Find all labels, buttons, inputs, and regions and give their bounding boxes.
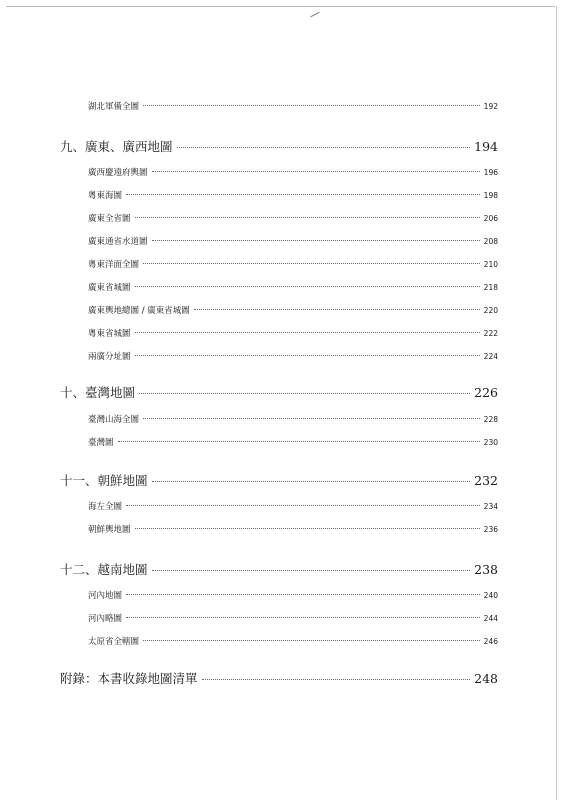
toc-entry-page: 192	[483, 102, 498, 111]
toc-entry-page: 208	[483, 237, 498, 246]
toc-entry-page: 206	[483, 214, 498, 223]
section-title: 十、臺灣地圖	[60, 385, 136, 400]
toc-entry[interactable]	[88, 189, 498, 201]
dot-leader	[135, 528, 480, 529]
toc-section-heading[interactable]	[60, 560, 498, 578]
section-title: 十二、越南地圖	[60, 562, 148, 577]
toc-entry[interactable]	[88, 612, 498, 624]
dot-leader	[126, 505, 480, 506]
toc-section-heading[interactable]	[60, 137, 498, 155]
dot-leader	[139, 393, 470, 394]
toc-entry-title: 臺灣山海全圖	[88, 415, 140, 425]
dot-leader	[143, 418, 480, 419]
dot-leader	[135, 286, 480, 287]
toc-entry-page: 220	[483, 306, 498, 315]
toc-section-heading[interactable]	[60, 383, 498, 401]
section-page: 226	[474, 385, 498, 400]
toc-entry[interactable]	[88, 589, 498, 601]
dot-leader	[126, 617, 480, 618]
toc-entry[interactable]	[88, 212, 498, 224]
dot-leader	[135, 332, 480, 333]
dot-leader	[152, 481, 471, 482]
toc-entry-title: 廣東通省水道圖	[88, 237, 148, 247]
toc-entry-page: 224	[483, 352, 498, 361]
toc-entry[interactable]	[88, 304, 498, 316]
toc-entry[interactable]	[88, 235, 498, 247]
toc-entry-title: 廣東省城圖	[88, 283, 131, 293]
dot-leader	[152, 171, 480, 172]
toc-entry-page: 244	[483, 614, 498, 623]
toc-entry[interactable]	[88, 258, 498, 270]
toc-entry-title: 河內地圖	[88, 591, 123, 601]
dot-leader	[152, 240, 480, 241]
section-title: 九、廣東、廣西地圖	[60, 139, 173, 154]
toc-entry[interactable]	[88, 350, 498, 362]
dot-leader	[152, 570, 471, 571]
dot-leader	[126, 194, 480, 195]
appendix-title: 附錄：本書收錄地圖清單	[60, 671, 198, 686]
toc-entry-title: 廣西慶遠府輿圖	[88, 168, 148, 178]
dot-leader	[177, 147, 471, 148]
toc-entry-title: 海左全圖	[88, 502, 123, 512]
toc-entry[interactable]	[88, 635, 498, 647]
dot-leader	[194, 309, 480, 310]
toc-entry-page: 210	[483, 260, 498, 269]
toc-entry-title: 朝鮮輿地圖	[88, 525, 131, 535]
toc-entry-page: 218	[483, 283, 498, 292]
toc-entry-page: 222	[483, 329, 498, 338]
toc-entry-title: 廣東全省圖	[88, 214, 131, 224]
toc-entry-title: 太原省全轄圖	[88, 637, 140, 647]
section-page: 194	[474, 139, 498, 154]
appendix-page: 248	[474, 671, 498, 686]
toc-appendix-heading[interactable]	[60, 669, 498, 687]
dot-leader	[135, 355, 480, 356]
toc-entry-page: 246	[483, 637, 498, 646]
toc-entry-title: 粵東省城圖	[88, 329, 131, 339]
toc-entry[interactable]	[88, 327, 498, 339]
dot-leader	[118, 441, 480, 442]
toc-section-heading[interactable]	[60, 471, 498, 489]
toc-entry-title: 河內略圖	[88, 614, 123, 624]
section-title: 十一、朝鮮地圖	[60, 473, 148, 488]
section-page: 238	[474, 562, 498, 577]
toc-entry-title: 粵東洋面全圖	[88, 260, 140, 270]
section-page: 232	[474, 473, 498, 488]
toc-entry[interactable]	[88, 281, 498, 293]
toc-entry[interactable]	[88, 166, 498, 178]
toc-entry-page: 240	[483, 591, 498, 600]
toc-entry-page: 230	[483, 438, 498, 447]
dot-leader	[135, 217, 480, 218]
toc-entry-page: 228	[483, 415, 498, 424]
dot-leader	[126, 594, 480, 595]
dot-leader	[143, 640, 480, 641]
toc-entry-page: 196	[483, 168, 498, 177]
toc-entry-title: 兩廣分址圖	[88, 352, 131, 362]
dot-leader	[143, 263, 480, 264]
toc-entry-page: 234	[483, 502, 498, 511]
toc-entry-title: 廣東輿地總圖 / 廣東省城圖	[88, 306, 190, 316]
toc-entry[interactable]	[88, 500, 498, 512]
toc-entry-page: 198	[483, 191, 498, 200]
toc-entry[interactable]	[88, 413, 498, 425]
dot-leader	[143, 105, 480, 106]
toc-entry[interactable]	[88, 436, 498, 448]
toc-entry-title: 湖北軍備全圖	[88, 102, 140, 112]
toc-entry[interactable]	[88, 100, 498, 112]
toc-entry-title: 臺灣圖	[88, 438, 114, 448]
toc-entry[interactable]	[88, 523, 498, 535]
toc-entry-title: 粵東海圖	[88, 191, 123, 201]
toc-entry-page: 236	[483, 525, 498, 534]
dot-leader	[202, 679, 471, 680]
